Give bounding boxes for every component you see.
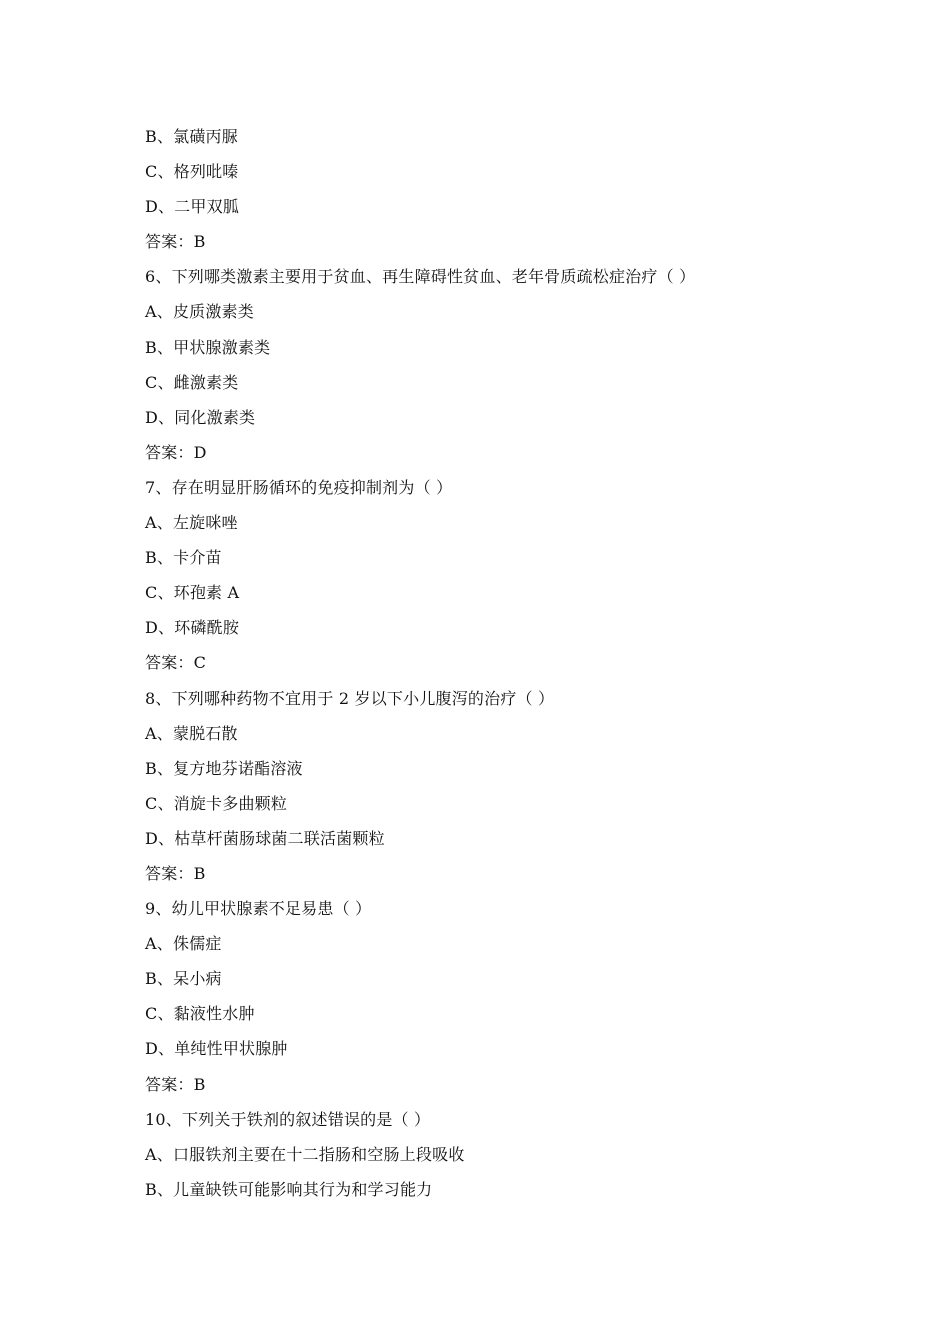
option-line: B、呆小病 (145, 969, 222, 989)
question-line: 10、下列关于铁剂的叙述错误的是（ ） (145, 1109, 431, 1129)
option-line: B、甲状腺激素类 (145, 337, 271, 357)
answer-line: 答案：B (145, 863, 206, 883)
option-line: C、雌激素类 (145, 372, 239, 392)
option-line: B、儿童缺铁可能影响其行为和学习能力 (145, 1179, 433, 1199)
option-line: D、枯草杆菌肠球菌二联活菌颗粒 (145, 828, 385, 848)
answer-line: 答案：C (145, 653, 207, 673)
option-line: D、同化激素类 (145, 407, 256, 427)
option-line: C、消旋卡多曲颗粒 (145, 793, 288, 813)
option-line: B、卡介苗 (145, 548, 222, 568)
option-line: B、氯磺丙脲 (145, 127, 238, 146)
option-line: A、蒙脱石散 (145, 723, 238, 743)
option-line: A、口服铁剂主要在十二指肠和空肠上段吸收 (145, 1144, 465, 1164)
option-line: A、侏儒症 (145, 934, 222, 954)
question-line: 9、幼儿甲状腺素不足易患（ ） (145, 899, 372, 919)
option-line: C、环孢素 A (145, 583, 240, 603)
option-line: B、复方地芬诺酯溶液 (145, 758, 303, 778)
option-line: D、二甲双胍 (145, 197, 240, 217)
question-text-block (145, 124, 845, 1212)
answer-line: 答案：B (145, 1074, 206, 1094)
question-line: 8、下列哪种药物不宜用于 2 岁以下小儿腹泻的治疗（ ） (145, 688, 555, 708)
option-line: C、黏液性水肿 (145, 1004, 255, 1024)
question-line: 6、下列哪类激素主要用于贫血、再生障碍性贫血、老年骨质疏松症治疗（ ） (145, 267, 696, 287)
option-line: D、环磷酰胺 (145, 618, 240, 638)
option-line: A、左旋咪唑 (145, 513, 238, 533)
option-line: D、单纯性甲状腺肿 (145, 1039, 288, 1059)
option-line: C、格列吡嗪 (145, 162, 239, 182)
question-line: 7、存在明显肝肠循环的免疫抑制剂为（ ） (145, 477, 453, 497)
answer-line: 答案：D (145, 442, 207, 462)
answer-line: 答案：B (145, 232, 206, 252)
option-line: A、皮质激素类 (145, 302, 254, 322)
